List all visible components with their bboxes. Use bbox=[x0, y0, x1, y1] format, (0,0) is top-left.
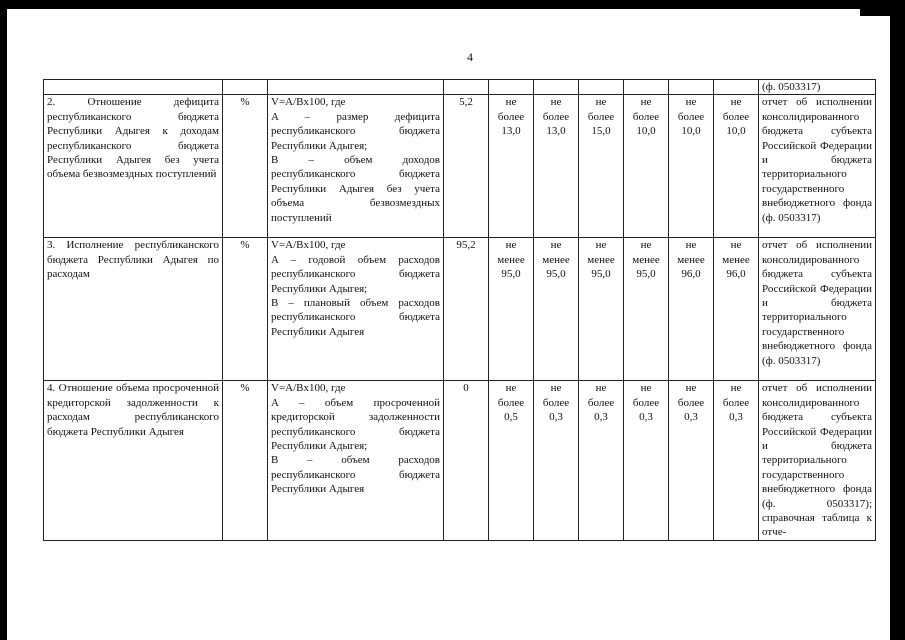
cell-base-value: 5,2 bbox=[444, 95, 489, 238]
cell-target-value: не более 15,0 bbox=[579, 95, 624, 238]
cell-target-value: не более 0,3 bbox=[714, 381, 759, 541]
indicators-table bbox=[43, 79, 876, 541]
cell-formula: V=A/Bx100, где A – годовой объем расходов республиканского бюджета Республики Адыгея; B – плановый объем расходов республиканского бюджета Республики Адыгея bbox=[268, 238, 444, 381]
cell-target-value: не более 10,0 bbox=[669, 95, 714, 238]
cell-unit: % bbox=[223, 381, 268, 541]
cell-target-value: не более 0,3 bbox=[534, 381, 579, 541]
cell-base-value: 0 bbox=[444, 381, 489, 541]
cell-target-value: не более 13,0 bbox=[534, 95, 579, 238]
cell-indicator-name: 2. Отношение дефицита республиканского бюджета Республики Адыгея к доходам республиканского бюджета Республики Адыгея без учета объема безвозмездных поступлений bbox=[44, 95, 223, 238]
cell-unit: % bbox=[223, 238, 268, 381]
cell-target-value: не более 0,3 bbox=[669, 381, 714, 541]
table-row bbox=[44, 238, 876, 381]
cell-formula: V=A/Bx100, где A – объем просроченной кредиторской задолженности республиканского бюджета Республики Адыгея; B – объем расходов республиканского бюджета Республики Адыгея bbox=[268, 381, 444, 541]
scan-border-right bbox=[890, 0, 905, 640]
cell-empty bbox=[714, 80, 759, 95]
cell-target-value: не более 10,0 bbox=[714, 95, 759, 238]
cell-target-value: не менее 96,0 bbox=[669, 238, 714, 381]
cell-indicator-name: 3. Исполнение республиканского бюджета Республики Адыгея по расходам bbox=[44, 238, 223, 381]
cell-formula: V=A/Bx100, где A – размер дефицита республиканского бюджета Республики Адыгея; B – объем доходов республиканского бюджета Республики Адыгея без учета объема безвозмездных поступлений bbox=[268, 95, 444, 238]
cell-target-value: не менее 95,0 bbox=[624, 238, 669, 381]
scan-border-left bbox=[0, 0, 7, 640]
cell-source: отчет об исполнении консолидированного бюджета субъекта Российской Федерации и бюджета территориального государственного внебюджетного фонда (ф. 0503317); справочная таблица к отче- bbox=[759, 381, 876, 541]
cell-target-value: не более 0,3 bbox=[579, 381, 624, 541]
cell-source: (ф. 0503317) bbox=[759, 80, 876, 95]
table-row-continuation bbox=[44, 80, 876, 95]
page-number: 4 bbox=[467, 50, 473, 64]
cell-empty bbox=[489, 80, 534, 95]
scan-border-top bbox=[0, 0, 905, 9]
cell-target-value: не более 10,0 bbox=[624, 95, 669, 238]
cell-empty bbox=[579, 80, 624, 95]
cell-target-value: не более 13,0 bbox=[489, 95, 534, 238]
table-row bbox=[44, 381, 876, 541]
cell-target-value: не более 0,5 bbox=[489, 381, 534, 541]
cell-indicator-name: 4. Отношение объема просроченной кредиторской задолженности к расходам республиканского бюджета Республики Адыгея bbox=[44, 381, 223, 541]
cell-target-value: не менее 95,0 bbox=[579, 238, 624, 381]
cell-target-value: не более 0,3 bbox=[624, 381, 669, 541]
cell-target-value: не менее 96,0 bbox=[714, 238, 759, 381]
cell-empty bbox=[624, 80, 669, 95]
table-row bbox=[44, 95, 876, 238]
cell-source: отчет об исполнении консолидированного бюджета субъекта Российской Федерации и бюджета территориального государственного внебюджетного фонда (ф. 0503317) bbox=[759, 238, 876, 381]
cell-unit: % bbox=[223, 95, 268, 238]
cell-target-value: не менее 95,0 bbox=[489, 238, 534, 381]
cell-empty bbox=[669, 80, 714, 95]
cell-empty bbox=[444, 80, 489, 95]
cell-target-value: не менее 95,0 bbox=[534, 238, 579, 381]
cell-source: отчет об исполнении консолидированного бюджета субъекта Российской Федерации и бюджета территориального государственного внебюджетного фонда (ф. 0503317) bbox=[759, 95, 876, 238]
cell-empty bbox=[44, 80, 223, 95]
cell-base-value: 95,2 bbox=[444, 238, 489, 381]
cell-empty bbox=[268, 80, 444, 95]
cell-empty bbox=[534, 80, 579, 95]
cell-empty bbox=[223, 80, 268, 95]
